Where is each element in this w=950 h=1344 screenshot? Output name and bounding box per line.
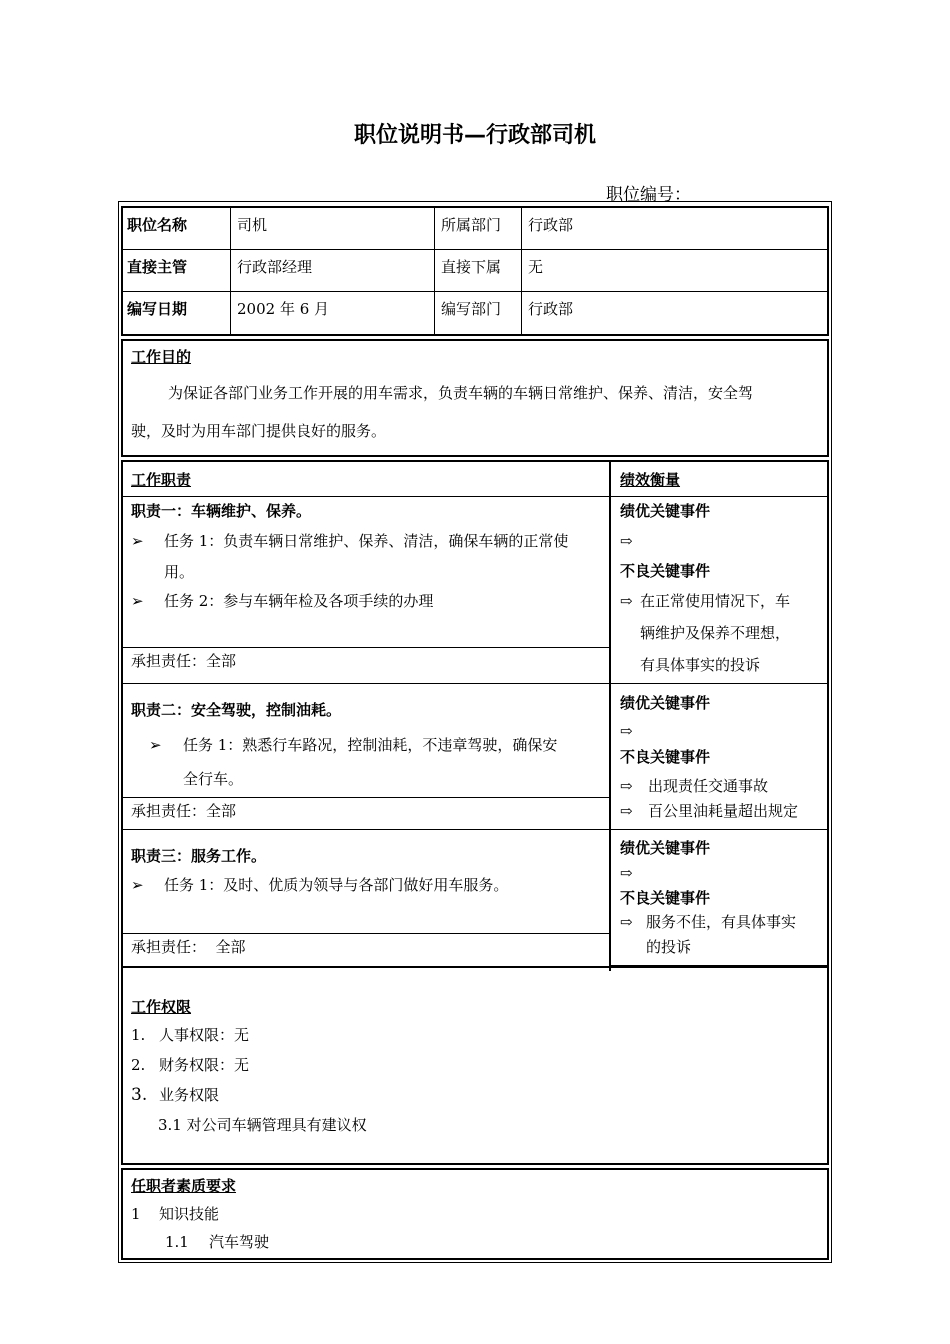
arrow-icon: ⇨ [620,592,633,610]
info-value-position: 司机 [237,216,268,234]
info-value-writer-dept: 行政部 [528,300,574,318]
bullet-icon: ➢ [131,876,144,894]
duty-1-responsibility: 承担责任：全部 [131,652,237,670]
info-value-subordinate: 无 [528,258,544,276]
arrow-icon: ⇨ [620,864,633,882]
purpose-line-2: 驶，及时为用车部门提供良好的服务。 [131,422,387,440]
info-value-supervisor: 行政部经理 [237,258,313,276]
position-number-label: 职位编号： [606,185,691,205]
duty-2-title: 职责二：安全驾驶，控制油耗。 [131,701,342,719]
duty-1-bad-1-cont2: 有具体事实的投诉 [640,656,761,674]
qualification-item-1-1-no: 1.1 [165,1233,189,1251]
duty-1-bad-1-cont: 辆维护及保养不理想， [640,624,791,642]
duty-3-bad-1-cont: 的投诉 [646,938,692,956]
arrow-icon: ⇨ [620,777,633,795]
duty-3-good-events: 绩优关键事件 [620,839,711,857]
authority-item-1-no: 1. [131,1026,146,1044]
info-label-subordinate: 直接下属 [441,258,502,276]
duty-2-good-events: 绩优关键事件 [620,694,711,712]
info-label-position: 职位名称 [127,216,188,234]
duty-3-task-1: 任务 1：及时、优质为领导与各部门做好用车服务。 [164,876,509,894]
qualification-heading: 任职者素质要求 [131,1177,237,1195]
bullet-icon: ➢ [149,736,162,754]
duty-1-good-events: 绩优关键事件 [620,502,711,520]
authority-item-1: 人事权限：无 [159,1026,250,1044]
duty-2-task-1-cont: 全行车。 [183,770,244,788]
authority-item-3: 业务权限 [159,1086,220,1104]
duty-2-bad-2: 百公里油耗量超出规定 [648,802,799,820]
info-label-supervisor: 直接主管 [127,258,188,276]
duty-3-bad-1: 服务不佳，有具体事实 [646,913,797,931]
duty-1-task-2: 任务 2：参与车辆年检及各项手续的办理 [164,592,434,610]
info-label-writer-dept: 编写部门 [441,300,502,318]
duty-2-bad-events: 不良关键事件 [620,748,711,766]
arrow-icon: ⇨ [620,802,633,820]
info-label-date: 编写日期 [127,300,188,318]
authority-item-3-1: 3.1 对公司车辆管理具有建议权 [158,1116,367,1134]
performance-heading: 绩效衡量 [620,471,681,489]
purpose-line-1: 为保证各部门业务工作开展的用车需求，负责车辆的车辆日常维护、保养、清洁，安全驾 [168,384,754,402]
purpose-heading: 工作目的 [131,348,192,366]
duty-1-task-1-cont: 用。 [164,563,195,581]
authority-heading: 工作权限 [131,998,192,1016]
arrow-icon: ⇨ [620,722,633,740]
authority-item-2: 财务权限：无 [159,1056,250,1074]
duty-3-responsibility: 承担责任： 全部 [131,938,246,956]
info-value-department: 行政部 [528,216,574,234]
duty-1-bad-1: 在正常使用情况下，车 [640,592,791,610]
duty-3-title: 职责三：服务工作。 [131,847,267,865]
duty-2-responsibility: 承担责任：全部 [131,802,237,820]
info-label-department: 所属部门 [441,216,502,234]
bullet-icon: ➢ [131,592,144,610]
bullet-icon: ➢ [131,532,144,550]
duty-3-bad-events: 不良关键事件 [620,889,711,907]
duty-2-task-1: 任务 1：熟悉行车路况，控制油耗，不违章驾驶，确保安 [183,736,558,754]
position-number-blank [697,185,797,202]
info-value-date: 2002 年 6 月 [237,300,330,318]
qualification-item-1-1: 汽车驾驶 [209,1233,270,1251]
arrow-icon: ⇨ [620,532,633,550]
duty-1-title: 职责一：车辆维护、保养。 [131,502,312,520]
duty-1-task-1: 任务 1：负责车辆日常维护、保养、清洁，确保车辆的正常使 [164,532,569,550]
page-title: 职位说明书—行政部司机 [353,123,596,148]
authority-item-3-no: 3. [131,1085,148,1105]
qualification-item-1: 知识技能 [159,1205,220,1223]
duty-1-bad-events: 不良关键事件 [620,562,711,580]
duties-heading: 工作职责 [131,471,192,489]
arrow-icon: ⇨ [620,913,633,931]
duty-2-bad-1: 出现责任交通事故 [648,777,769,795]
qualification-item-1-no: 1 [131,1205,141,1223]
authority-item-2-no: 2. [131,1056,146,1074]
